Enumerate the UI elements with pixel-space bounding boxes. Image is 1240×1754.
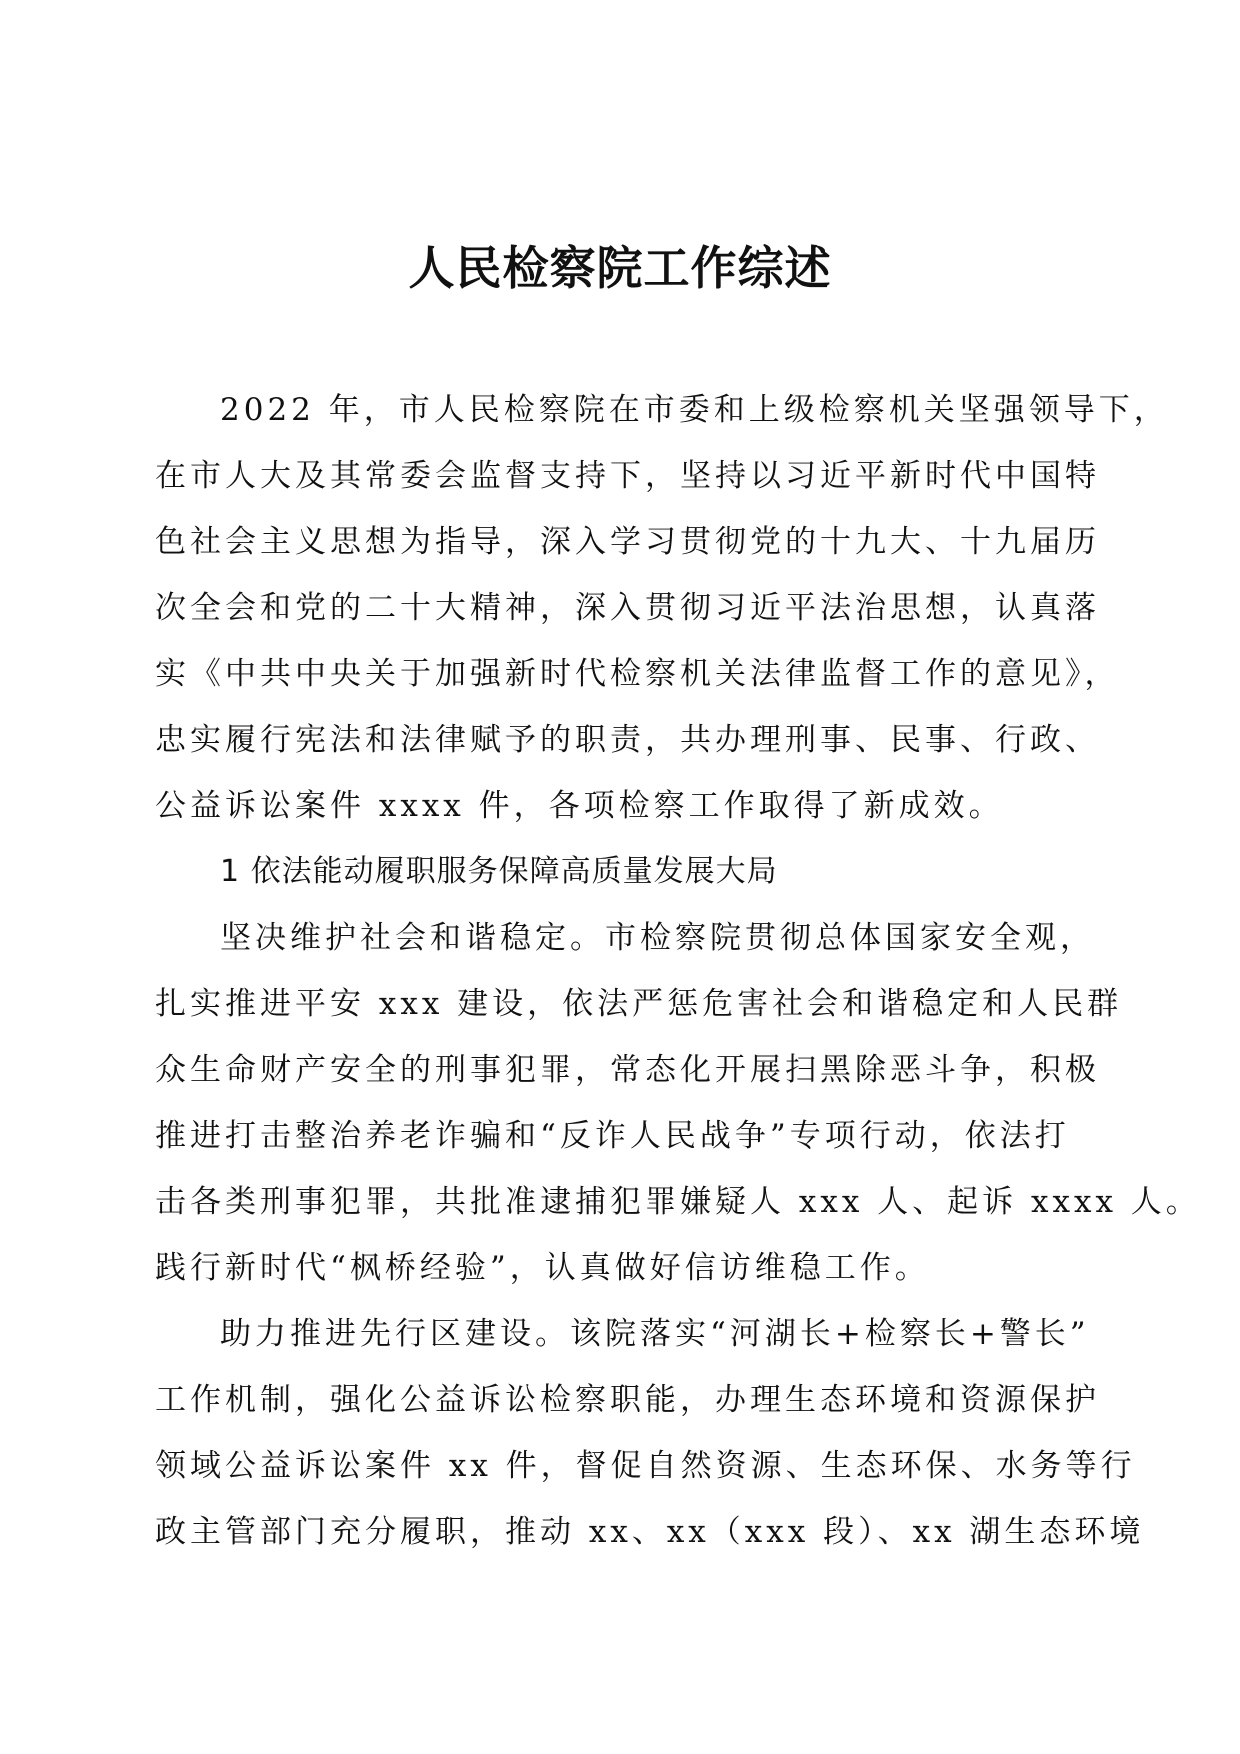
para2-line-3: 众生命财产安全的刑事犯罪，常态化开展扫黑除恶斗争，积极 <box>155 1052 1100 1088</box>
para3-line-4: 政主管部门充分履职，推动 xx、xx（xxx 段）、xx 湖生态环境 <box>155 1514 1145 1550</box>
para3-line-2: 工作机制，强化公益诉讼检察职能，办理生态环境和资源保护 <box>155 1382 1100 1418</box>
intro-line-1: 2022 年，市人民检察院在市委和上级检察机关坚强领导下， <box>220 392 1169 428</box>
intro-line-7: 公益诉讼案件 xxxx 件，各项检察工作取得了新成效。 <box>155 788 1004 824</box>
intro-line-5: 实《中共中央关于加强新时代检察机关法律监督工作的意见》， <box>155 656 1120 692</box>
intro-line-2: 在市人大及其常委会监督支持下，坚持以习近平新时代中国特 <box>155 458 1100 494</box>
para3-line-1: 助力推进先行区建设。该院落实“河湖长+检察长+警长” <box>220 1316 1090 1352</box>
para2-line-5: 击各类刑事犯罪，共批准逮捕犯罪嫌疑人 xxx 人、起诉 xxxx 人。 <box>155 1184 1201 1220</box>
intro-line-6: 忠实履行宪法和法律赋予的职责，共办理刑事、民事、行政、 <box>155 722 1100 758</box>
intro-line-4: 次全会和党的二十大精神，深入贯彻习近平法治思想，认真落 <box>155 590 1100 626</box>
section-heading-1: 1 依法能动履职服务保障高质量发展大局 <box>220 854 778 889</box>
para2-line-4: 推进打击整治养老诈骗和“反诈人民战争”专项行动，依法打 <box>155 1118 1070 1154</box>
para2-line-2: 扎实推进平安 xxx 建设，依法严惩危害社会和谐稳定和人民群 <box>155 986 1123 1022</box>
document-title: 人民检察院工作综述 <box>408 241 832 295</box>
intro-line-3: 色社会主义思想为指导，深入学习贯彻党的十九大、十九届历 <box>155 524 1100 560</box>
para2-line-1: 坚决维护社会和谐稳定。市检察院贯彻总体国家安全观， <box>220 920 1095 956</box>
para3-line-3: 领域公益诉讼案件 xx 件，督促自然资源、生态环保、水务等行 <box>155 1448 1136 1484</box>
para2-line-6: 践行新时代“枫桥经验”，认真做好信访维稳工作。 <box>155 1250 930 1286</box>
